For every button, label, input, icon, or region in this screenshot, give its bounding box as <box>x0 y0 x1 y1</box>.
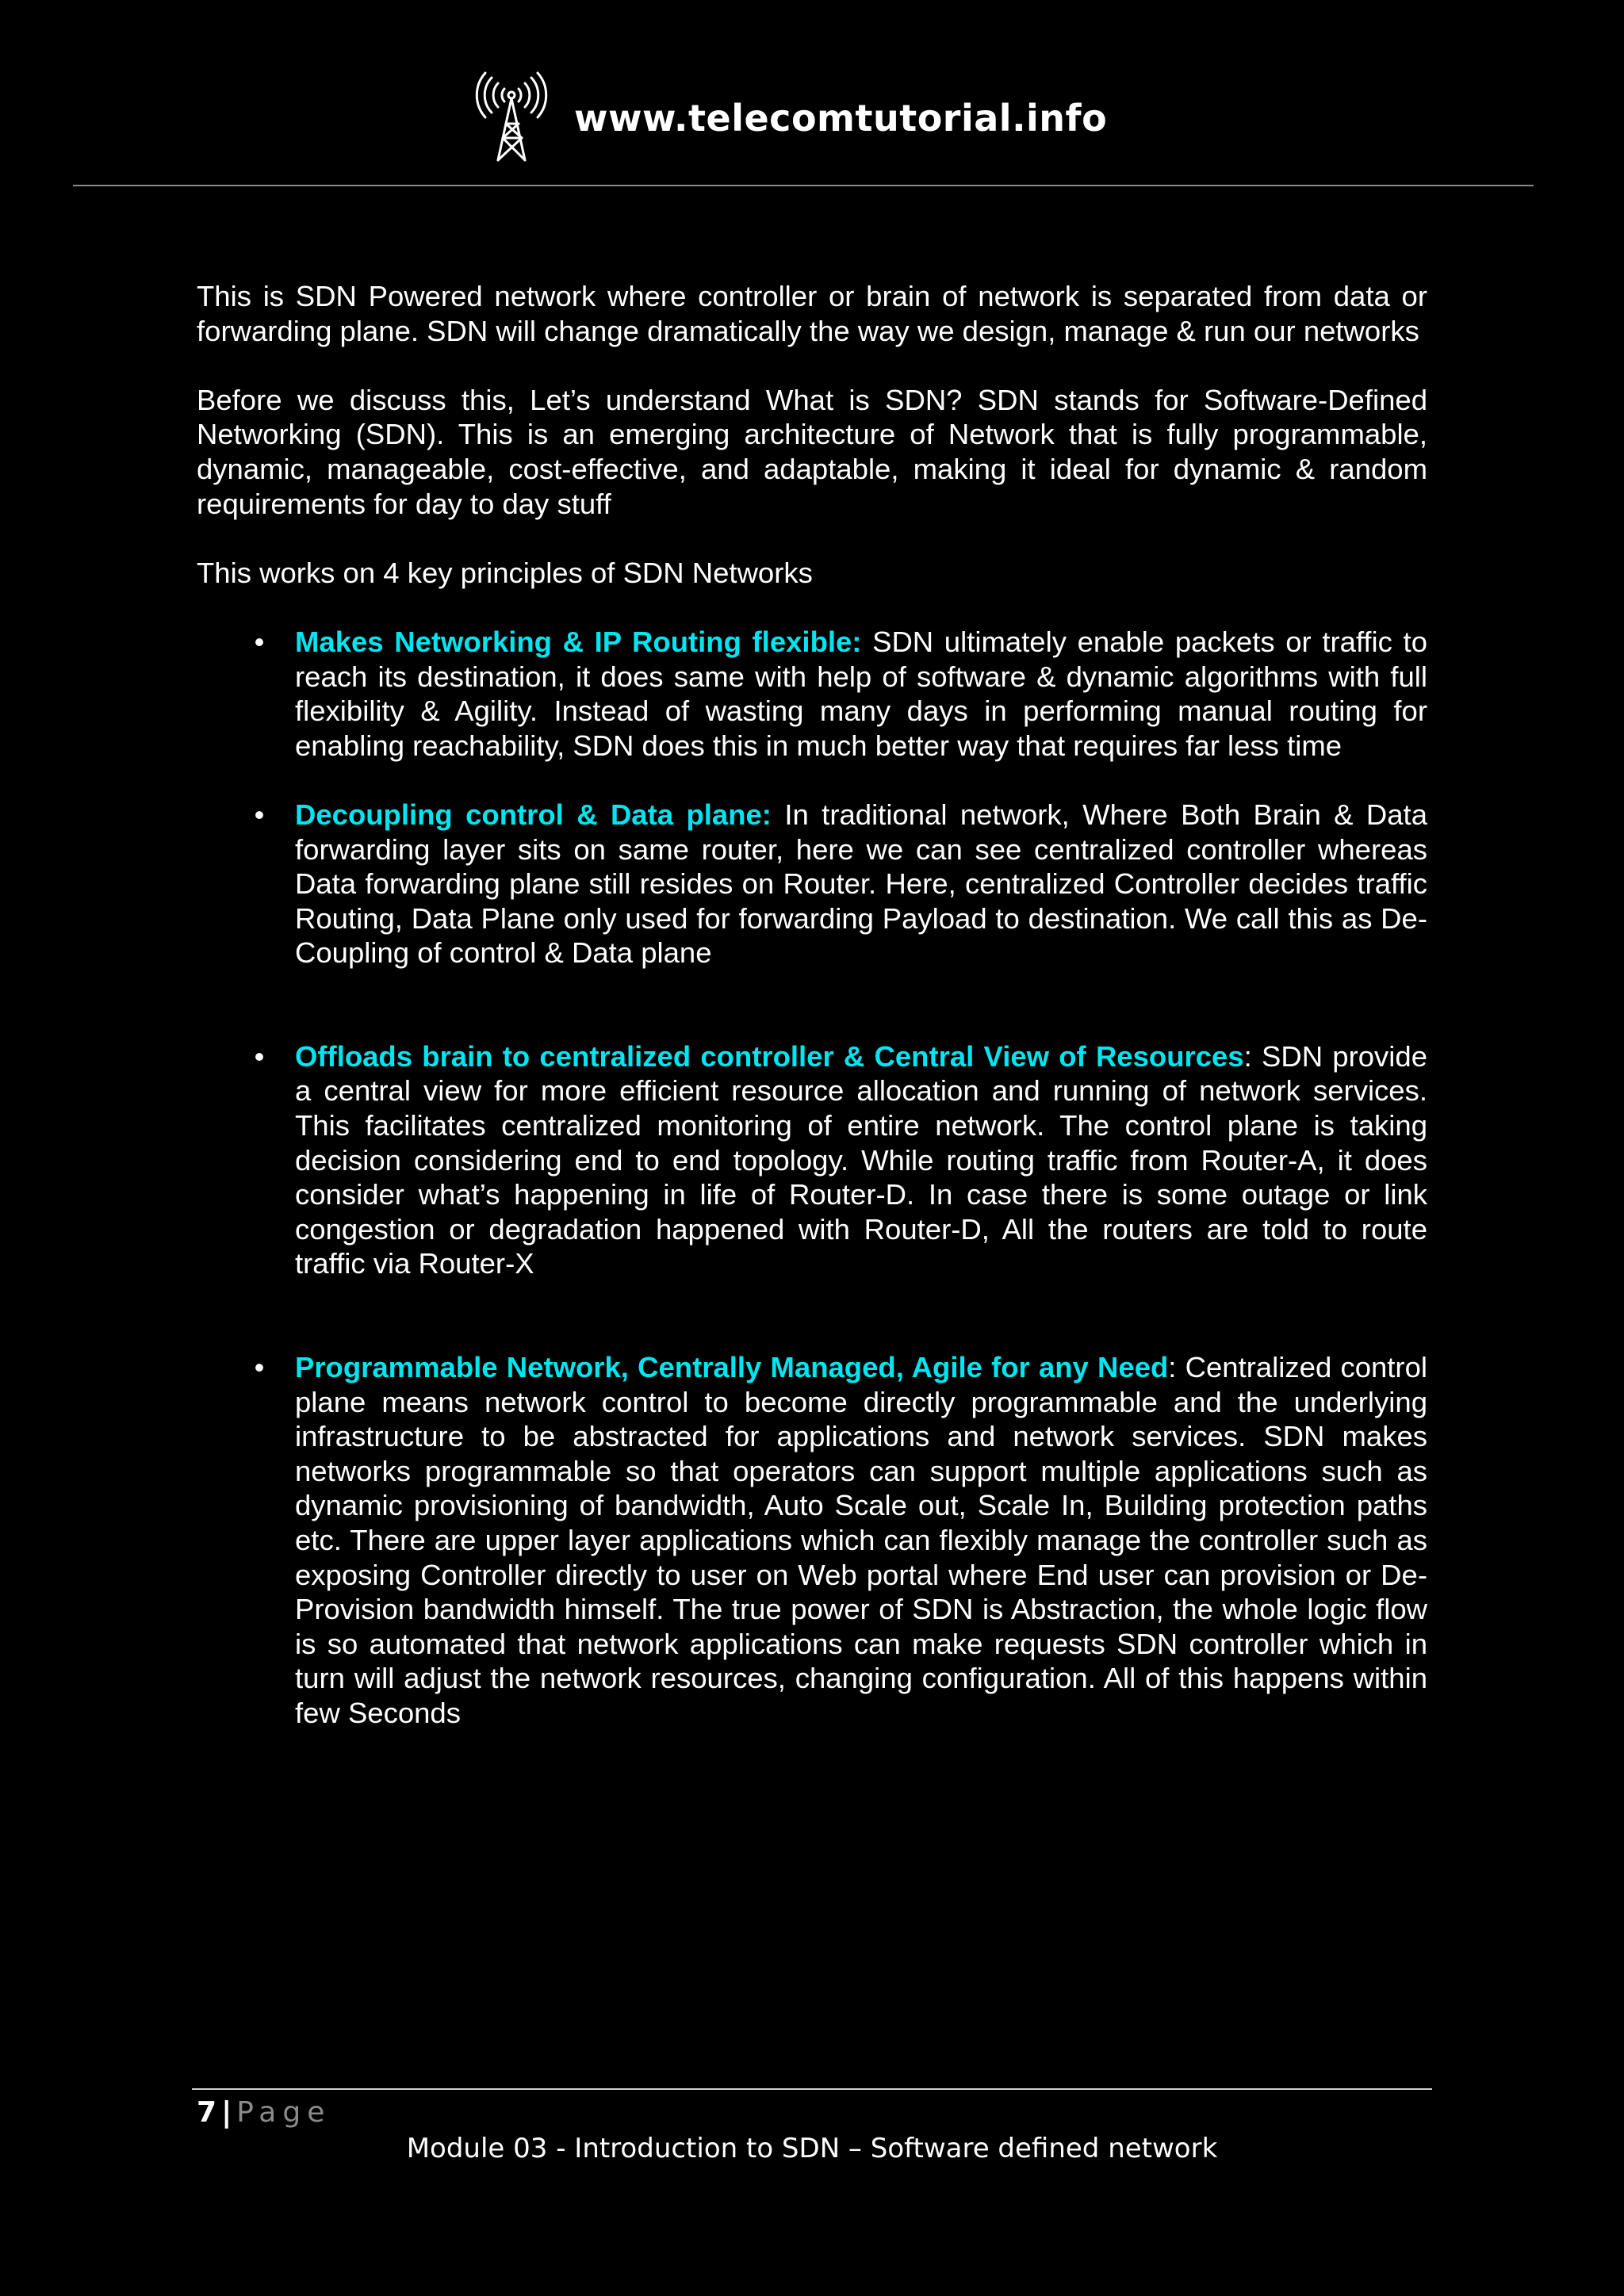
principle-title: Offloads brain to centralized controller & Central View of Resources <box>295 1039 1244 1073</box>
bullet-icon: • <box>254 798 265 831</box>
definition-paragraph: Before we discuss this, Let’s understand What is SDN? SDN stands for Software-Defined Networking (SDN). This is an emerging architecture of Network that is fully programmable, dynamic, manageable, cost-effective, and adaptable, making it ideal for dynamic & random requirements for day to day stuff <box>197 383 1427 520</box>
document-body <box>197 279 1427 1731</box>
page-number-value: 7 <box>197 2096 217 2129</box>
list-item <box>197 1350 1427 1731</box>
page-label: Page <box>236 2096 331 2129</box>
principles-intro: This works on 4 key principles of SDN Networks <box>197 556 813 589</box>
list-item <box>197 625 1427 763</box>
intro-paragraph: This is SDN Powered network where controller or brain of network is separated from data or forwarding plane. SDN will change dramatically the way we design, manage & run our networks <box>197 280 1427 347</box>
page-number-separator: | <box>221 2096 232 2129</box>
page-number <box>197 2096 331 2129</box>
principle-text: In traditional network, Where Both Brain & Data forwarding layer sits on same router, here we can see centralized controller whereas Data forwarding plane still resides on Router. Here, centralized Controller decides traffic Routing, Data Plane only used for forwarding Payload to destination. We call this as De-Coupling of control & Data plane <box>295 798 1427 970</box>
principle-title: Decoupling control & Data plane: <box>295 798 772 831</box>
principle-title: Programmable Network, Centrally Managed, Agile for any Need <box>295 1351 1169 1384</box>
principle-text: SDN ultimately enable packets or traffic to reach its destination, it does same with help of software & dynamic algorithms with full flexibility & Agility. Instead of wasting many days in performing manual routing for enabling reachability, SDN does this in much better way that requires far less time <box>295 625 1427 762</box>
list-item <box>197 1039 1427 1281</box>
page-header <box>0 0 1624 187</box>
principle-title: Makes Networking & IP Routing flexible: <box>295 625 862 658</box>
bullet-icon: • <box>254 1039 265 1073</box>
list-item <box>197 798 1427 970</box>
footer-divider <box>192 2088 1432 2090</box>
principle-text: : SDN provide a central view for more efficient resource allocation and running of network services. This facilitates centralized monitoring of entire network. The control plane is taking decision considering end to end topology. While routing traffic from Router-A, it does consider what’s happening in life of Router-D. In case there is some outage or link congestion or degradation happened with Router-D, All the routers are told to route traffic via Router-X <box>295 1039 1428 1280</box>
header-divider <box>73 185 1534 186</box>
module-title: Module 03 - Introduction to SDN – Software defined network <box>406 2133 1218 2164</box>
radio-tower-icon <box>469 71 553 163</box>
site-title: www.telecomtutorial.info <box>574 97 1108 140</box>
bullet-icon: • <box>254 1351 265 1384</box>
bullet-icon: • <box>254 625 265 658</box>
principle-text: : Centralized control plane means network control to become directly programmable and the underlying infrastructure to be abstracted for applications and network services. SDN makes networks programmable so that operators can support multiple applications such as dynamic provisioning of bandwidth, Auto Scale out, Scale In, Building protection paths etc. There are upper layer applications which can flexibly manage the controller such as exposing Controller directly to user on Web portal where End user can provision or De-Provision bandwidth himself. The true power of SDN is Abstraction, the whole logic flow is so automated that network applications can make requests SDN controller which in turn will adjust the network resources, changing configuration. All of this happens within few Seconds <box>295 1351 1427 1729</box>
principles-list <box>197 625 1427 1731</box>
